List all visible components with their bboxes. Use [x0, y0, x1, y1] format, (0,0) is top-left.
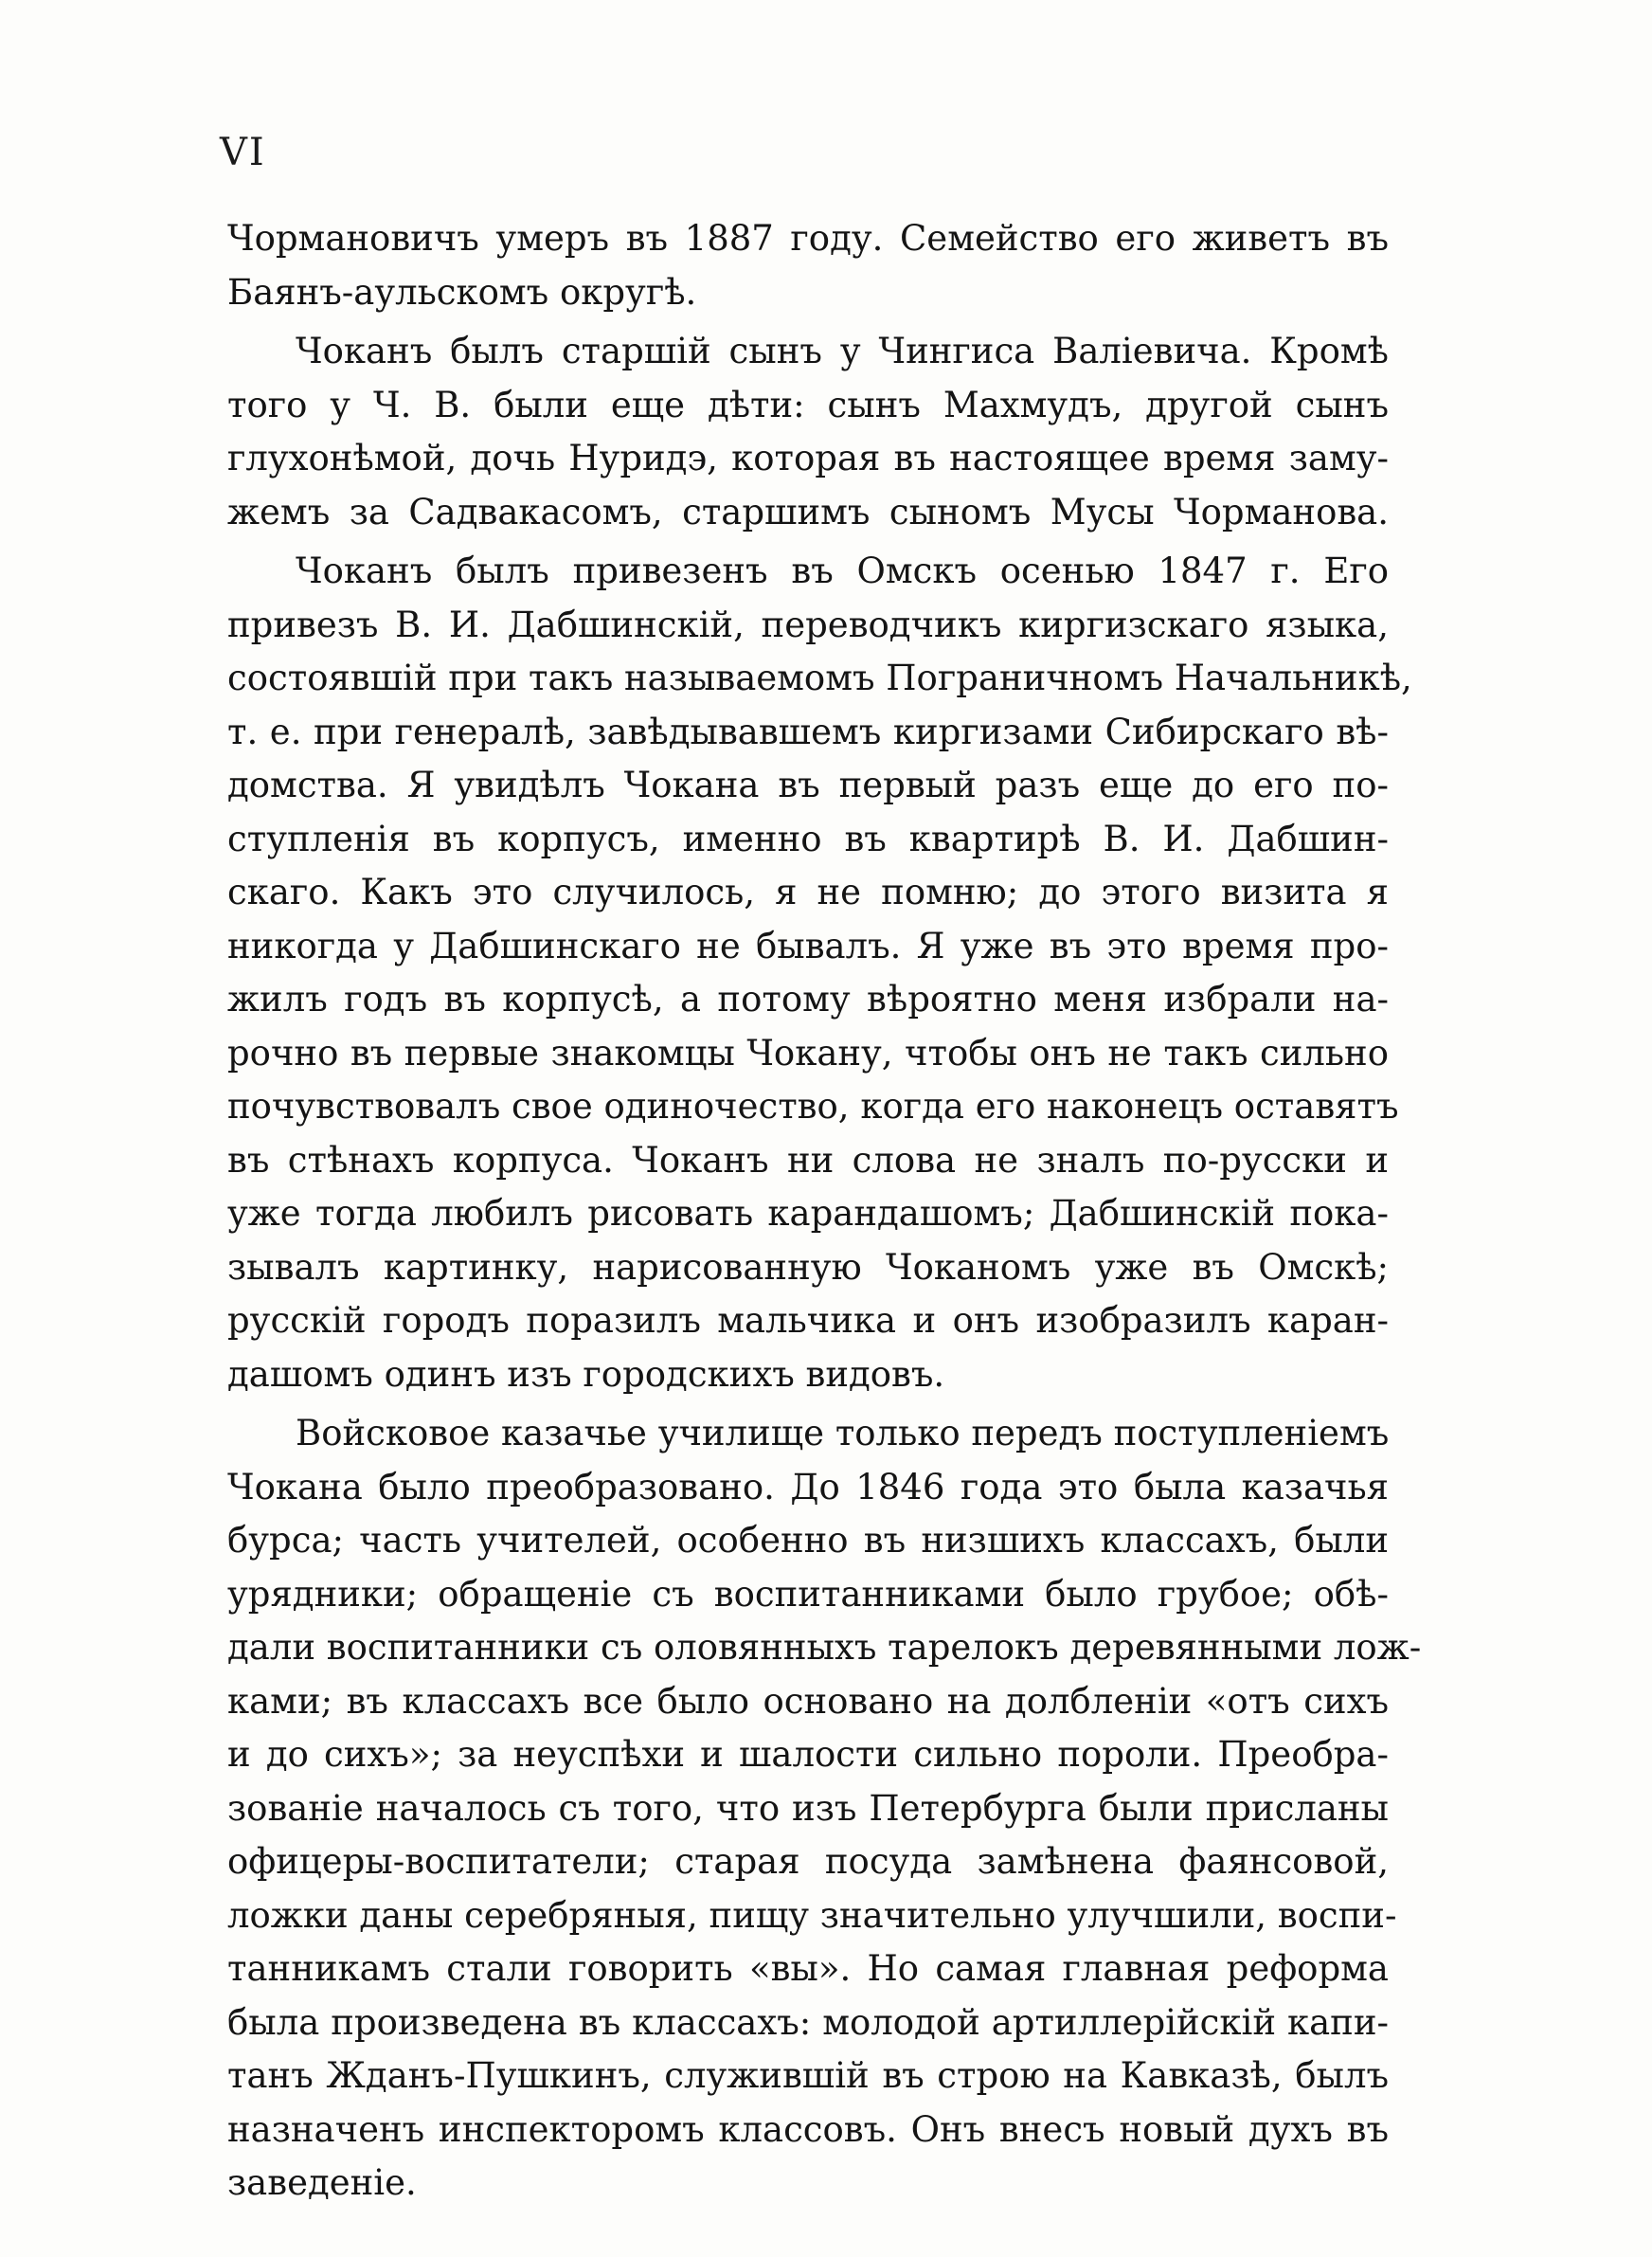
text-line: никогда у Дабшинскаго не бывалъ. Я уже въ это время про- [227, 925, 1389, 966]
text-line: Чормановичъ умеръ въ 1887 году. Семейство его живетъ въ [227, 218, 1389, 259]
text-line: дали воспитанники съ оловянныхъ тарелокъ деревянными лож- [227, 1627, 1422, 1668]
text-line: скаго. Какъ это случилось, я не помню; до этого визита я [227, 872, 1389, 912]
text-line: уже тогда любилъ рисовать карандашомъ; Дабшинскій пока- [227, 1193, 1389, 1234]
page-number: VI [220, 131, 266, 174]
text-line: была произведена въ классахъ: молодой артиллерійскій капи- [227, 2001, 1389, 2043]
text-line: т. е. при генералѣ, завѣдывавшемъ киргизами Сибирскаго вѣ- [227, 711, 1389, 752]
text-line: Чоканъ былъ привезенъ въ Омскъ осенью 1847 г. Его [296, 551, 1389, 591]
text-line: Баянъ-аульскомъ округѣ. [227, 271, 697, 313]
text-line: рочно въ первые знакомцы Чокану, чтобы онъ не такъ сильно [227, 1032, 1389, 1074]
text-line: того у Ч. В. были еще дѣти: сынъ Махмудъ, другой сынъ [227, 384, 1389, 425]
text-line: ложки даны серебряныя, пищу значительно улучшили, воспи- [227, 1894, 1397, 1936]
text-line: назначенъ инспекторомъ классовъ. Онъ внесъ новый духъ въ [227, 2108, 1389, 2150]
text-line: ками; въ классахъ все было основано на долбленіи «отъ сихъ [227, 1680, 1389, 1722]
text-line: жилъ годъ въ корпусѣ, а потому вѣроятно меня избрали на- [227, 979, 1389, 1020]
text-line: жемъ за Садвакасомъ, старшимъ сыномъ Мусы Чорманова. [227, 491, 1389, 533]
text-line: дашомъ одинъ изъ городскихъ видовъ. [227, 1353, 945, 1395]
body-text [227, 212, 1422, 2211]
paragraph [227, 212, 1389, 319]
text-line: ступленія въ корпусъ, именно въ квартирѣ В. И. Дабшин- [227, 818, 1389, 859]
text-line: Чоканъ былъ старшій сынъ у Чингиса Валіевича. Кромѣ [296, 331, 1389, 371]
text-line: русскій городъ поразилъ мальчика и онъ изобразилъ каран- [227, 1300, 1389, 1341]
text-line: Войсковое казачье училище только передъ поступленіемъ [296, 1413, 1390, 1454]
text-line: зывалъ картинку, нарисованную Чоканомъ уже въ Омскѣ; [227, 1246, 1389, 1288]
text-line: въ стѣнахъ корпуса. Чоканъ ни слова не зналъ по-русски и [227, 1139, 1389, 1181]
text-line: глухонѣмой, дочь Нуридэ, которая въ настоящее время заму- [227, 438, 1389, 478]
text-line: офицеры-воспитатели; старая посуда замѣнена фаянсовой, [227, 1841, 1389, 1882]
text-line: зованіе началось съ того, что изъ Петербурга были присланы [227, 1787, 1389, 1829]
text-line: урядники; обращеніе съ воспитанниками было грубое; обѣ- [227, 1573, 1389, 1615]
text-line: состоявшій при такъ называемомъ Пограничномъ Начальникѣ, [227, 658, 1412, 698]
text-line: почувствовалъ свое одиночество, когда его наконецъ оставятъ [227, 1086, 1399, 1127]
text-line: бурса; часть учителей, особенно въ низшихъ классахъ, были [227, 1520, 1389, 1561]
text-line: заведеніе. [227, 2162, 417, 2203]
text-line: танъ Жданъ-Пушкинъ, служившій въ строю на Кавказѣ, былъ [227, 2055, 1389, 2096]
paragraph [227, 545, 1412, 1401]
paragraph [227, 1407, 1422, 2211]
text-line: домства. Я увидѣлъ Чокана въ первый разъ еще до его по- [227, 765, 1389, 805]
paragraph [227, 325, 1389, 539]
text-line: Чокана было преобразовано. До 1846 года это была казачья [227, 1466, 1389, 1508]
text-line: привезъ В. И. Дабшинскій, переводчикъ киргизскаго языка, [227, 604, 1389, 645]
text-line: танникамъ стали говорить «вы». Но самая главная реформа [227, 1948, 1389, 1989]
text-line: и до сихъ»; за неуспѣхи и шалости сильно пороли. Преобра- [227, 1734, 1389, 1775]
